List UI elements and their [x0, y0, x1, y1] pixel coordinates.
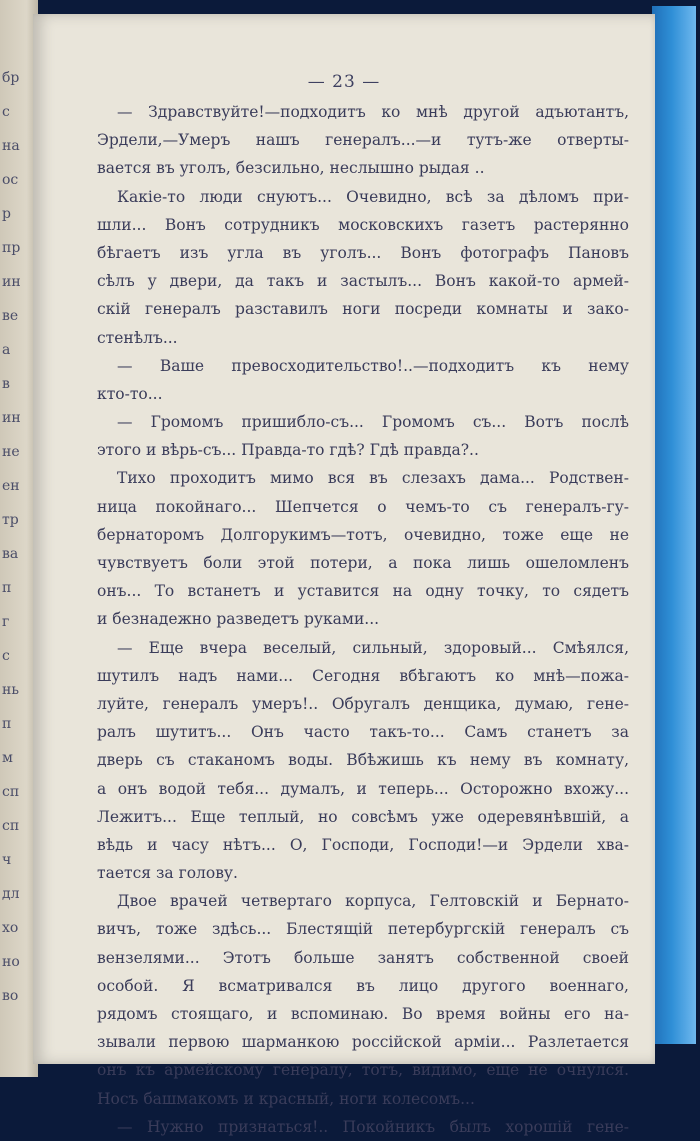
previous-page-fragment: ин	[2, 410, 21, 426]
text-line: шутилъ надъ нами... Сегодня вбѣгаютъ ко мнѣ—пожа-	[97, 666, 629, 685]
previous-page-fragment: в	[2, 376, 10, 392]
text-line: а онъ водой тебя... думалъ, и теперь... Осторожно вхожу...	[97, 779, 629, 798]
previous-page-fragment: с	[2, 104, 10, 120]
previous-page-fragment: а	[2, 342, 11, 358]
text-line: этого и вѣрь-съ... Правда-то гдѣ? Гдѣ правда?..	[97, 441, 479, 460]
previous-page-fragment: ин	[2, 274, 21, 290]
text-line: вичъ, тоже здѣсь... Блестящій петербургскій генералъ съ	[97, 920, 629, 939]
previous-page-fragment: бр	[2, 70, 20, 86]
previous-page-fragment: ч	[2, 852, 12, 868]
text-line: ралъ шутитъ... Онъ часто такъ-то... Самъ станетъ за	[97, 723, 629, 742]
previous-page-fragment: п	[2, 716, 12, 732]
previous-page-fragment: сп	[2, 818, 20, 834]
book-page	[33, 14, 655, 1136]
previous-page-fragment: нь	[2, 682, 19, 698]
page-number: — 23 —	[307, 72, 381, 92]
text-line: — Нужно признаться!.. Покойникъ былъ хорошій гене-	[117, 1117, 629, 1136]
text-line: бѣгаетъ изъ угла въ уголъ... Вонъ фотографъ Пановъ	[97, 243, 629, 262]
text-line: Эрдели,—Умеръ нашъ генералъ...—и тутъ-же отверты-	[97, 131, 629, 150]
text-line: тается за голову.	[97, 864, 238, 883]
text-line: рядомъ стоящаго, и вспоминаю. Во время войны его на-	[97, 1005, 629, 1023]
previous-page-fragment: хо	[2, 920, 19, 936]
text-line: Носъ башмакомъ и красный, ноги колесомъ...	[97, 1089, 475, 1108]
text-line: зывали первою шарманкою россійской арміи... Разлетается	[97, 1033, 629, 1052]
text-line: вензелями... Этотъ больше занятъ собственной своей	[97, 948, 629, 967]
text-line: — Здравствуйте!—подходитъ ко мнѣ другой адъютантъ,	[117, 103, 629, 121]
text-line: сѣлъ у двери, да такъ и застылъ... Вонъ какой-то армей-	[97, 272, 629, 291]
text-line: вѣдь и часу нѣтъ... О, Господи, Господи!—и Эрдели хва-	[97, 835, 629, 854]
book-cover-edge	[652, 6, 696, 1044]
previous-page-fragment: ен	[2, 478, 20, 494]
previous-page-fragment: п	[2, 580, 12, 596]
text-line: скій генералъ разставилъ ноги посреди комнаты и закo-	[97, 300, 629, 319]
previous-page-fragment: дл	[2, 886, 20, 902]
text-line: онъ... То встанетъ и уставится на одну точку, то сядетъ	[97, 582, 629, 601]
previous-page-fragment: сп	[2, 784, 20, 800]
previous-page-fragment: пр	[2, 240, 21, 256]
text-line: особой. Я всматривался въ лицо другого военнаго,	[97, 976, 629, 995]
previous-page-fragment: р	[2, 206, 11, 222]
text-line: Какіе-то люди снуютъ... Очевидно, всѣ за дѣломъ при-	[117, 187, 629, 206]
previous-page-fragment: не	[2, 444, 20, 460]
text-line: Тихо проходитъ мимо вся въ слезахъ дама... Родствен-	[117, 469, 629, 488]
previous-page-fragment: на	[2, 138, 20, 154]
previous-page-fragment: ва	[2, 546, 19, 562]
previous-page-fragment: м	[2, 750, 13, 766]
previous-page-fragment: ос	[2, 172, 19, 188]
text-line: луйте, генералъ умеръ!.. Обругалъ денщика, думаю, гене-	[97, 694, 629, 713]
previous-page-fragment: тр	[2, 512, 19, 528]
text-line: Двое врачей четвертаго корпуса, Гелтовскій и Бернато-	[117, 892, 629, 911]
text-line: дверь съ стаканомъ воды. Вбѣжишь къ нему въ комнату,	[97, 751, 629, 770]
text-line: бернаторомъ Долгорукимъ—тотъ, очевидно, тоже еще не	[97, 525, 629, 544]
text-line: ница покойнаго... Шепчется о чемъ-то съ генералъ-гу-	[97, 497, 629, 516]
text-line: кто-то...	[97, 384, 163, 403]
text-line: шли... Вонъ сотрудникъ московскихъ газетъ растерянно	[97, 215, 629, 234]
previous-page-fragment: во	[2, 988, 19, 1004]
previous-page-fragment: с	[2, 648, 10, 664]
text-line: и безнадежно разведетъ руками...	[97, 610, 380, 629]
text-line: — Громомъ пришибло-съ... Громомъ съ... Вотъ послѣ	[117, 413, 629, 432]
previous-page-fragment: но	[2, 954, 20, 970]
previous-page-fragment: г	[2, 614, 10, 630]
text-line: Лежитъ... Еще теплый, но совсѣмъ уже одеревянѣвшій, а	[97, 807, 629, 826]
text-line: — Еще вчера веселый, сильный, здоровый... Смѣялся,	[117, 638, 629, 657]
text-line: стенѣлъ...	[97, 328, 178, 347]
text-line: вается въ уголъ, безсильно, неслышно рыдая ..	[97, 159, 485, 178]
text-line: онъ къ армейскому генералу, тотъ, видимо, еще не очнулся.	[97, 1061, 629, 1080]
text-line: чувствуетъ боли этой потери, а пока лишь ошеломленъ	[97, 554, 629, 572]
previous-page-fragment: ве	[2, 308, 19, 324]
text-line: — Ваше превосходительство!..—подходитъ къ нему	[117, 356, 629, 375]
page-text	[97, 98, 629, 1141]
